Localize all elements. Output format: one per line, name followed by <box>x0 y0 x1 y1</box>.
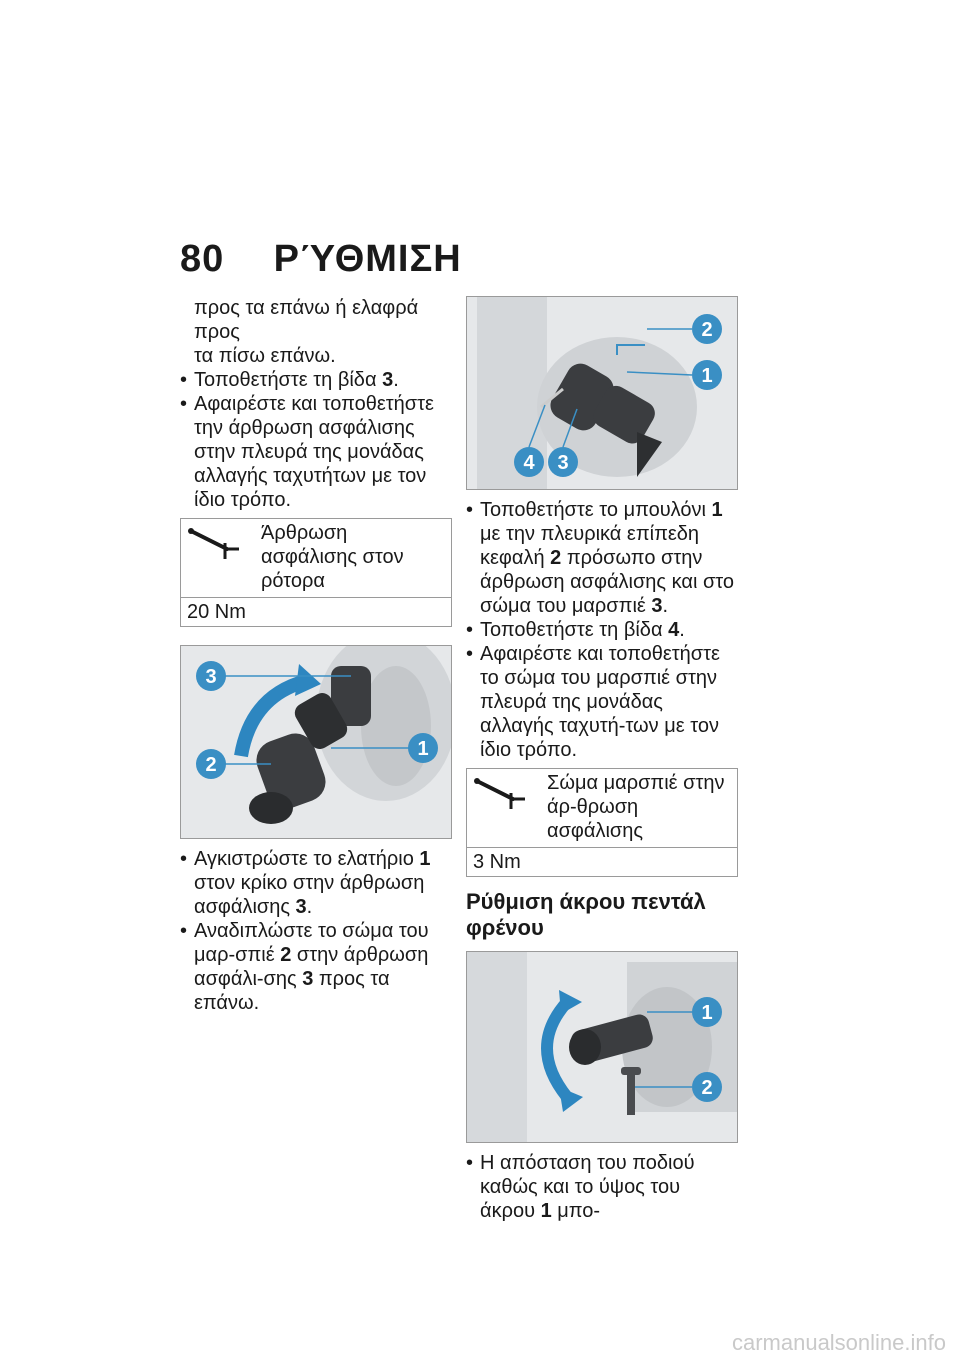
step-item: • Αγκιστρώστε το ελατήριο 1 στον κρίκο στην άρθρωση ασφάλισης 3. <box>180 847 452 919</box>
torque-value: 3 Nm <box>473 851 521 873</box>
svg-text:1: 1 <box>701 365 713 387</box>
section-title: ΡΎΘΜΙΣΗ <box>273 238 462 280</box>
svg-text:4: 4 <box>523 452 535 474</box>
step-item: • Η απόσταση του ποδιού καθώς και το ύψος του άκρου 1 μπο- <box>466 1151 738 1223</box>
step-item: • Τοποθετήστε το μπουλόνι 1 με την πλευρικά επίπεδη κεφαλή 2 πρόσωπο στην άρθρωση ασφάλισης και στο σώμα του μαρσπιέ 3. <box>466 498 738 618</box>
intro-text: προς τα επάνω ή ελαφρά προς τα πίσω επάνω. <box>194 297 419 367</box>
callout-badge <box>692 997 722 1027</box>
page-number: 80 <box>180 238 225 280</box>
footrest-bolt-figure <box>466 296 738 490</box>
step-item: • Τοποθετήστε τη βίδα 3. <box>180 368 452 392</box>
svg-text:1: 1 <box>701 1002 713 1024</box>
step-item: • Αφαιρέστε και τοποθετήστε την άρθρωση ασφάλισης στην πλευρά της μονάδας αλλαγής ταχυτήτων με τον ίδιο τρόπο. <box>180 392 452 512</box>
left-column <box>180 296 452 1015</box>
callout-badge <box>408 733 438 763</box>
svg-text:3: 3 <box>557 452 569 474</box>
svg-text:3: 3 <box>205 666 217 688</box>
brake-pedal-figure <box>466 951 738 1143</box>
callout-badge <box>196 749 226 779</box>
watermark-text: carmanualsonline.info <box>731 1330 946 1355</box>
footrest-figure <box>180 645 452 839</box>
step-item: • Τοποθετήστε τη βίδα 4. <box>466 618 738 642</box>
svg-text:2: 2 <box>701 319 713 341</box>
callout-badge <box>196 661 226 691</box>
section-subheading: Ρύθμιση άκρου πεντάλ φρένου <box>466 889 706 940</box>
svg-text:1: 1 <box>417 738 429 760</box>
right-column <box>466 296 738 1223</box>
torque-label: Άρθρωση ασφάλισης στον ρότορα <box>261 522 404 592</box>
torque-wrench-icon <box>187 525 247 561</box>
torque-wrench-icon <box>473 775 533 811</box>
callout-badge <box>548 447 578 477</box>
callout-badge <box>692 1072 722 1102</box>
page-header <box>180 238 462 281</box>
step-item: • Αφαιρέστε και τοποθετήστε το σώμα του μαρσπιέ στην πλευρά της μονάδας αλλαγής ταχυτή-των με τον ίδιο τρόπο. <box>466 642 738 762</box>
torque-value: 20 Nm <box>187 601 246 623</box>
torque-spec-box <box>180 518 452 627</box>
svg-text:2: 2 <box>701 1077 713 1099</box>
step-item: • Αναδιπλώστε το σώμα του μαρ-σπιέ 2 στην άρθρωση ασφάλι-σης 3 προς τα επάνω. <box>180 919 452 1015</box>
callout-badge <box>692 314 722 344</box>
torque-spec-box <box>466 768 738 877</box>
svg-text:2: 2 <box>205 754 217 776</box>
torque-label: Σώμα μαρσπιέ στην άρ-θρωση ασφάλισης <box>547 772 725 842</box>
callout-badge <box>514 447 544 477</box>
callout-badge <box>692 360 722 390</box>
